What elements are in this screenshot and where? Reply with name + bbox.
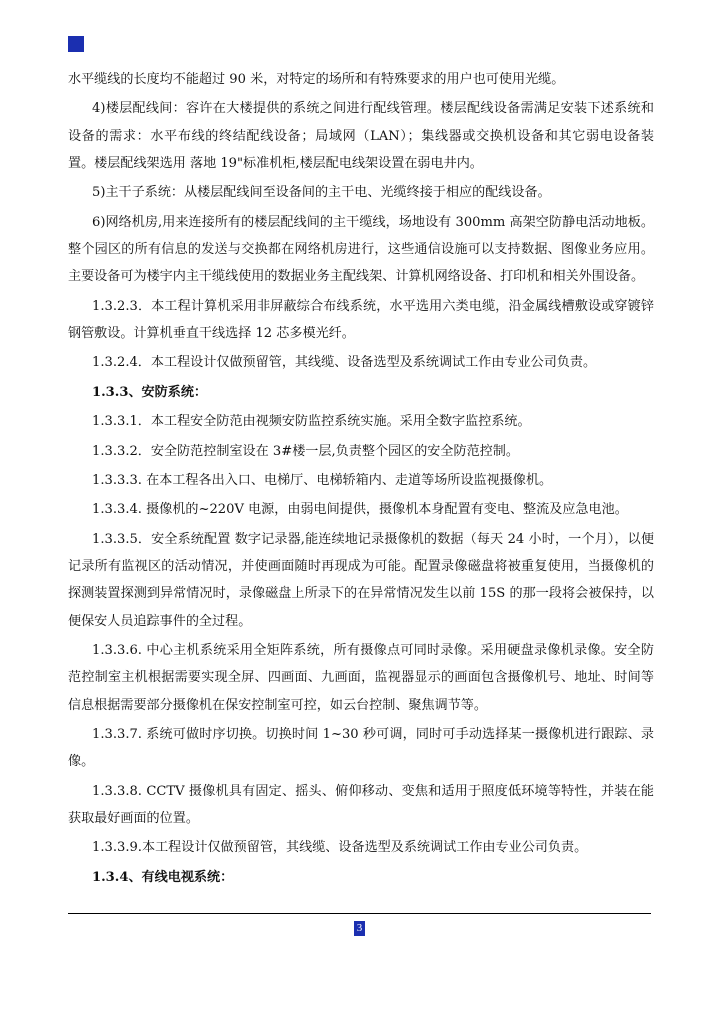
paragraph: 1.3.3.2．安全防范控制室设在 3#楼一层,负责整个园区的安全防范控制。 bbox=[92, 443, 519, 459]
section-heading: 1.3.3、安防系统： bbox=[92, 384, 208, 400]
paragraph: 4)楼层配线间：容许在大楼提供的系统之间进行配线管理。楼层配线设备需满足安装下述系统和设备的需求：水平布线的终结配线设备；局域网（LAN）；集线器或交换机设备和其它弱电设备装置。楼层配线架选用 落地 19"标准机柜,楼层配电线架设置在弱电井内。 bbox=[68, 101, 654, 171]
paragraph: 1.3.3.8. CCTV 摄像机具有固定、摇头、俯仰移动、变焦和适用于照度低环境等特性，并装在能获取最好画面的位置。 bbox=[68, 783, 654, 827]
paragraph: 水平缆线的长度均不能超过 90 米，对特定的场所和有特殊要求的用户也可使用光缆。 bbox=[68, 72, 565, 87]
paragraph: 5)主干子系统：从楼层配线间至设备间的主干电、光缆终接于相应的配线设备。 bbox=[92, 185, 551, 201]
paragraph: 1.3.3.7. 系统可做时序切换。切换时间 1~30 秒可调，同时可手动选择某一摄像机进行跟踪、录像。 bbox=[68, 727, 654, 770]
paragraph: 1.3.3.5．安全系统配置 数字记录器,能连续地记录摄像机的数据（每天 24 小时，一个月），以便记录所有监视区的活动情况，并使画面随时再现成为可能。配置录像磁盘将被重复使用，当摄像机的探测装置探测到异常情况时，录像磁盘上所录下的在异常情况发生以前 15S 的那一段将会被保持，以便保安人员追踪事件的全过程。 bbox=[68, 531, 654, 629]
footer-divider bbox=[68, 913, 651, 914]
paragraph: 1.3.3.1．本工程安全防范由视频安防监控系统实施。采用全数字监控系统。 bbox=[92, 414, 531, 430]
paragraph: 1.3.2.3．本工程计算机采用非屏蔽综合布线系统，水平选用六类电缆，沿金属线槽敷设或穿镀锌钢管敷设。计算机垂直干线选择 12 芯多模光纤。 bbox=[68, 298, 654, 342]
paragraph: 1.3.3.9.本工程设计仅做预留管，其线缆、设备选型及系统调试工作由专业公司负责。 bbox=[92, 840, 588, 856]
paragraph: 1.3.3.4. 摄像机的~220V 电源，由弱电间提供，摄像机本身配置有变电、整流及应急电池。 bbox=[92, 502, 628, 518]
paragraph: 6)网络机房,用来连接所有的楼层配线间的主干缆线，场地设有 300mm 高架空防静电活动地板。整个园区的所有信息的发送与交换都在网络机房进行，这些通信设施可以支持数据、图像业务应用。主要设备可为楼宇内主干缆线使用的数据业务主配线架、计算机网络设备、打印机和相关外围设备。 bbox=[68, 214, 654, 285]
section-heading: 1.3.4、有线电视系统： bbox=[92, 869, 234, 885]
document-body bbox=[68, 66, 654, 893]
page-number: 3 bbox=[354, 921, 365, 936]
paragraph: 1.3.3.6. 中心主机系统采用全矩阵系统，所有摄像点可同时录像。采用硬盘录像机录像。安全防范控制室主机根据需要实现全屏、四画面、九画面，监视器显示的画面包含摄像机号、地址、时间等信息根据需要部分摄像机在保安控制室可控，如云台控制、聚焦调节等。 bbox=[68, 643, 654, 713]
paragraph: 1.3.3.3. 在本工程各出入口、电梯厅、电梯轿箱内、走道等场所设监视摄像机。 bbox=[92, 473, 553, 488]
company-logo-icon bbox=[68, 36, 84, 52]
paragraph: 1.3.2.4．本工程设计仅做预留管，其线缆、设备选型及系统调试工作由专业公司负责。 bbox=[92, 355, 597, 371]
